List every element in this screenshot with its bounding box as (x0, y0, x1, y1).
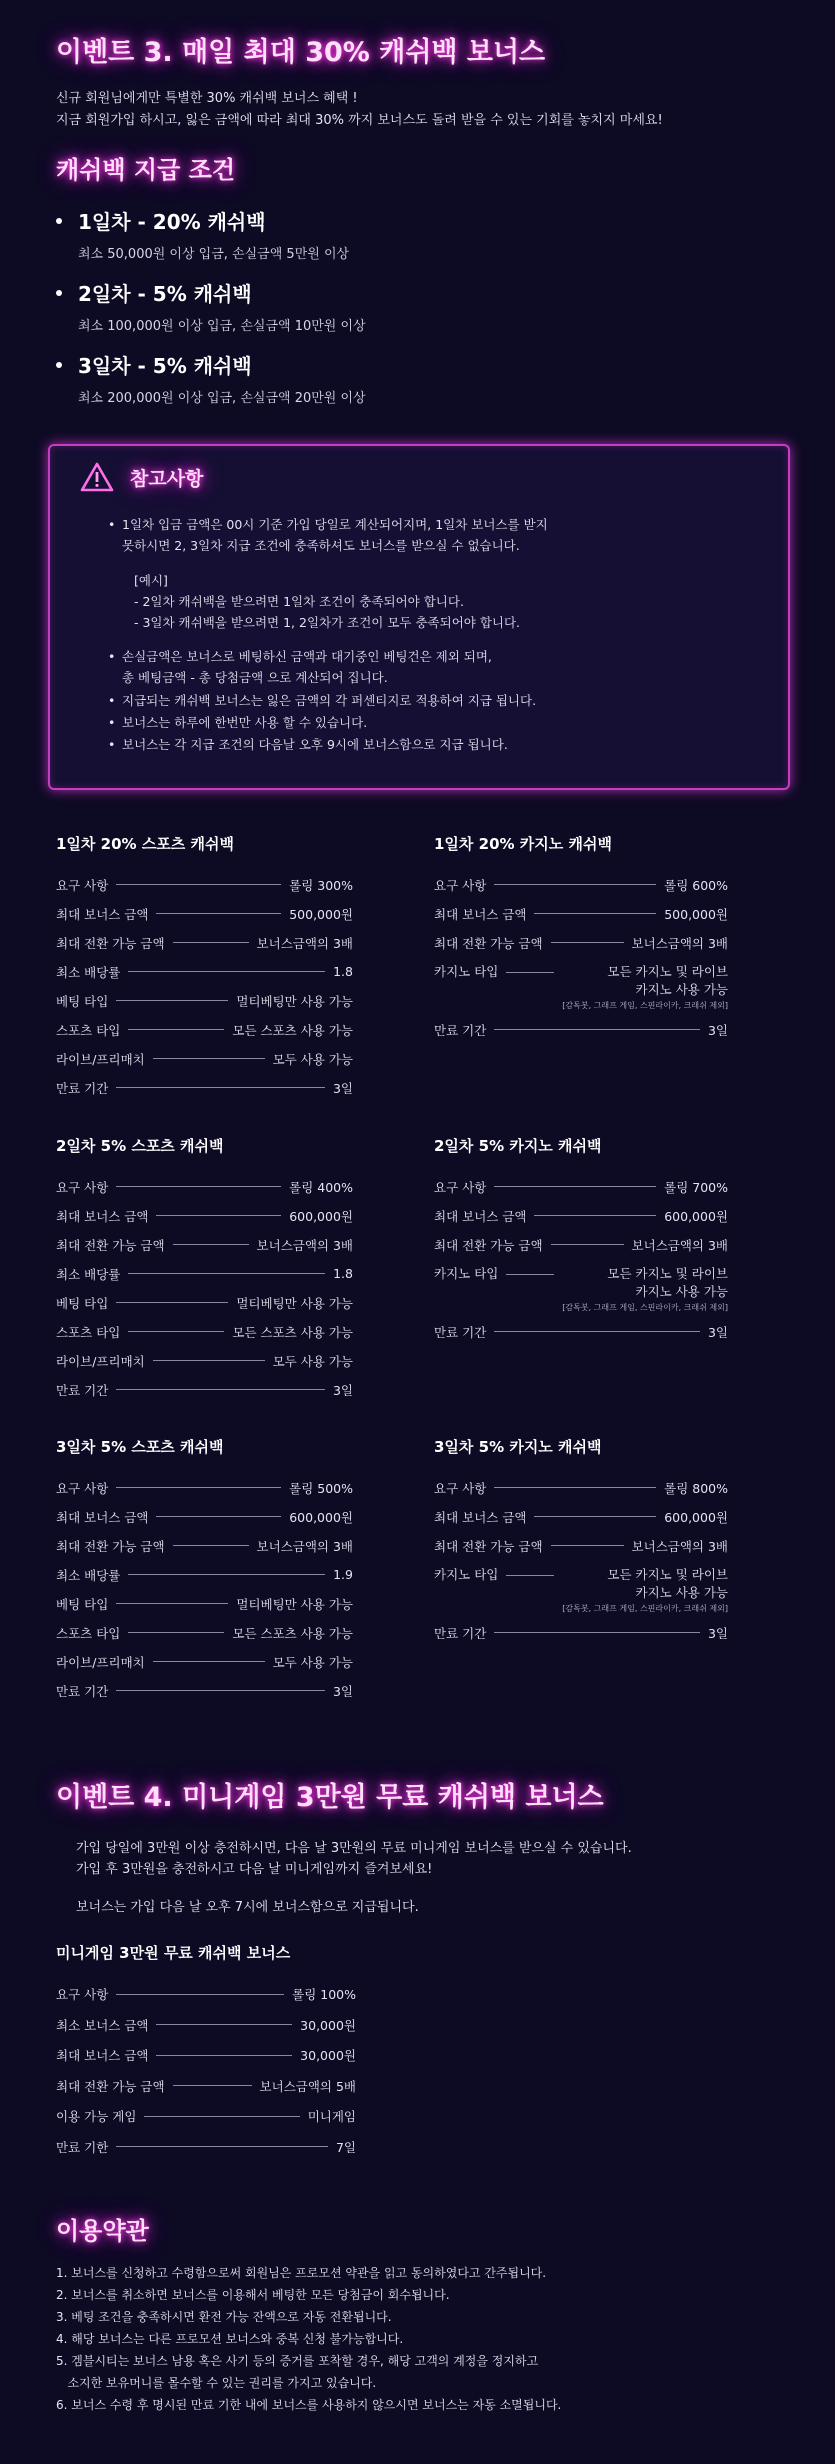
row-value: 멀티베팅만 사용 가능 (236, 1596, 353, 1612)
day-condition-3 (56, 350, 366, 406)
row-value: 롤링 300% (289, 877, 353, 893)
row-value: 보너스금액의 5배 (259, 2078, 356, 2094)
leader-line (494, 1487, 656, 1488)
leader-line (494, 1632, 700, 1633)
table-row (434, 1172, 728, 1201)
row-value: 미니게임 (307, 2109, 356, 2125)
table-row (56, 870, 353, 899)
leader-line (173, 2085, 252, 2086)
row-key: 만료 기한 (56, 2139, 109, 2155)
day-desc: 최소 50,000원 이상 입금, 손실금액 5만원 이상 (78, 247, 350, 262)
leader-line (534, 913, 656, 914)
exclusion-note: [감독봇, 그래프 게임, 스핀라이카, 크래쉬 제외] (562, 1604, 728, 1613)
leader-line (494, 1331, 700, 1332)
row-key: 최대 보너스 금액 (434, 1509, 527, 1525)
leader-line (116, 2146, 328, 2147)
leader-line (116, 1186, 281, 1187)
table-row (56, 1317, 353, 1346)
value-line: 모든 카지노 및 라이브 (607, 964, 728, 979)
row-key: 요구 사항 (56, 877, 109, 893)
table-title: 미니게임 3만원 무료 캐쉬백 보너스 (56, 1944, 291, 1962)
table-row (56, 2132, 356, 2163)
row-value: 30,000원 (300, 2048, 356, 2064)
row-value: 3일 (332, 1080, 353, 1096)
table-row (434, 1015, 728, 1044)
row-key: 최대 보너스 금액 (56, 2048, 149, 2064)
table-row (56, 1201, 353, 1230)
table-title: 2일차 5% 카지노 캐쉬백 (434, 1137, 602, 1155)
table-row (56, 1346, 353, 1375)
leader-line (128, 971, 325, 972)
notice-item: • 손실금액은 보너스로 베팅하신 금액과 대기중인 베팅건은 제외 되며, 총 베팅금액 - 총 당첨금액 으로 계산되어 집니다. (122, 646, 492, 688)
row-key: 베팅 타입 (56, 1295, 109, 1311)
leader-line (506, 1575, 554, 1576)
leader-line (128, 1632, 224, 1633)
notice-line: 1일차 입금 금액은 00시 기준 가입 당일로 계산되어지며, 1일차 보너스를 받지 (122, 517, 548, 532)
notice-item: • 지급되는 캐쉬백 보너스는 잃은 금액의 각 퍼센티지로 적용하여 지급 됩니다. (108, 693, 537, 708)
row-key: 스포츠 타입 (56, 1625, 121, 1641)
row-key: 최대 전환 가능 금액 (434, 1538, 543, 1554)
row-key: 최대 전환 가능 금액 (56, 1538, 165, 1554)
table-row (56, 928, 353, 957)
day-condition-2 (56, 278, 366, 334)
row-key: 만료 기간 (56, 1683, 109, 1699)
event4-text: 보너스는 가입 다음 날 오후 7시에 보너스함으로 지급됩니다. (76, 1900, 419, 1915)
leader-line (506, 972, 554, 973)
leader-line (494, 1186, 656, 1187)
leader-line (116, 1389, 325, 1390)
table-row (56, 1979, 356, 2010)
row-key: 요구 사항 (56, 1480, 109, 1496)
row-value: 600,000원 (289, 1208, 353, 1224)
value-line: 모든 카지노 및 라이브 (607, 1266, 728, 1281)
row-key: 요구 사항 (434, 1480, 487, 1496)
terms-item: 6. 보너스 수령 후 명시된 만료 기한 내에 보너스를 사용하지 않으시면 보너스는 자동 소멸됩니다. (56, 2398, 562, 2412)
leader-line (116, 1087, 325, 1088)
leader-line (156, 1516, 281, 1517)
day-desc: 최소 100,000원 이상 입금, 손실금액 10만원 이상 (78, 319, 366, 334)
table-row (434, 1560, 728, 1618)
row-value: 3일 (707, 1022, 728, 1038)
table-row (434, 1618, 728, 1647)
row-value: 3일 (707, 1625, 728, 1641)
leader-line (153, 1360, 265, 1361)
day-head: 1일차 - 20% 캐쉬백 (78, 210, 266, 234)
value-line: 카지노 사용 가능 (635, 982, 728, 997)
event3-title: 이벤트 3. 매일 최대 30% 캐쉬백 보너스 (56, 37, 546, 68)
row-value: 7일 (335, 2139, 356, 2155)
leader-line (494, 884, 656, 885)
leader-line (116, 1994, 284, 1995)
event4-title: 이벤트 4. 미니게임 3만원 무료 캐쉬백 보너스 (56, 1782, 604, 1813)
terms-list (56, 2262, 561, 2416)
leader-line (506, 1274, 554, 1275)
leader-line (116, 1603, 228, 1604)
leader-line (551, 1545, 624, 1546)
row-value: 1.8 (333, 964, 353, 979)
leader-line (116, 1000, 228, 1001)
terms-item: 1. 보너스를 신청하고 수령함으로써 회원님은 프로모션 약관을 읽고 동의하였다고 간주됩니다. (56, 2266, 547, 2280)
table-row (56, 1259, 353, 1288)
notice-item: • 보너스는 하루에 한번만 사용 할 수 있습니다. (108, 715, 368, 730)
row-key: 카지노 타입 (434, 964, 499, 979)
notice-line: 총 베팅금액 - 총 당첨금액 으로 계산되어 집니다. (122, 670, 388, 685)
leader-line (173, 942, 249, 943)
leader-line (116, 1690, 325, 1691)
row-value: 600,000원 (664, 1509, 728, 1525)
table-row (434, 1201, 728, 1230)
row-key: 최소 배당률 (56, 964, 121, 980)
event3-intro (56, 88, 663, 132)
row-key: 만료 기간 (434, 1625, 487, 1641)
row-value: 500,000원 (664, 906, 728, 922)
row-key: 최소 배당률 (56, 1567, 121, 1583)
notice-line: 못하시면 2, 3일차 지급 조건에 충족하셔도 보너스를 받으실 수 없습니다. (122, 538, 520, 553)
notice-item: • 보너스는 각 지급 조건의 다음날 오후 9시에 보너스함으로 지급 됩니다. (108, 737, 508, 752)
table-row (56, 1531, 353, 1560)
row-value: 500,000원 (289, 906, 353, 922)
leader-line (551, 1244, 624, 1245)
leader-line (128, 1273, 325, 1274)
sports-cashback-table (56, 1135, 353, 1404)
row-value: 보너스금액의 3배 (631, 1237, 728, 1253)
row-key: 이용 가능 게임 (56, 2109, 137, 2125)
row-key: 최대 보너스 금액 (434, 906, 527, 922)
sports-cashback-table (56, 1436, 353, 1705)
table-row (56, 1015, 353, 1044)
row-key: 베팅 타입 (56, 1596, 109, 1612)
exclusion-note: [감독봇, 그래프 게임, 스핀라이카, 크래쉬 제외] (562, 1001, 728, 1010)
row-key: 최대 보너스 금액 (56, 1509, 149, 1525)
row-key: 최대 전환 가능 금액 (434, 935, 543, 951)
notice-line: 지급되는 캐쉬백 보너스는 잃은 금액의 각 퍼센티지로 적용하여 지급 됩니다. (122, 693, 537, 708)
conditions-title: 캐쉬백 지급 조건 (56, 156, 235, 184)
table-row (434, 870, 728, 899)
row-value: 롤링 400% (289, 1179, 353, 1195)
table-row (56, 986, 353, 1015)
row-value: 보너스금액의 3배 (256, 1538, 353, 1554)
row-key: 베팅 타입 (56, 993, 109, 1009)
leader-line (551, 942, 624, 943)
table-row (56, 1230, 353, 1259)
row-key: 요구 사항 (434, 877, 487, 893)
table-title: 2일차 5% 스포츠 캐쉬백 (56, 1137, 224, 1155)
notice-title: 참고사항 (130, 467, 204, 490)
table-row (434, 1473, 728, 1502)
row-key: 요구 사항 (434, 1179, 487, 1195)
row-value: 모든 스포츠 사용 가능 (232, 1324, 353, 1340)
event4-text: 가입 후 3만원을 충전하시고 다음 날 미니게임까지 즐겨보세요! (76, 1862, 433, 1877)
row-value: 멀티베팅만 사용 가능 (236, 993, 353, 1009)
terms-title: 이용약관 (56, 2217, 149, 2245)
row-value: 멀티베팅만 사용 가능 (236, 1295, 353, 1311)
row-value: 보너스금액의 3배 (256, 1237, 353, 1253)
intro-line: 지금 회원가입 하시고, 잃은 금액에 따라 최대 30% 까지 보너스도 돌려 받을 수 있는 기회를 놓치지 마세요! (56, 113, 663, 128)
leader-line (534, 1215, 656, 1216)
table-row (434, 957, 728, 1015)
table-title: 3일차 5% 스포츠 캐쉬백 (56, 1438, 224, 1456)
row-value: 모두 사용 가능 (272, 1654, 353, 1670)
table-row (434, 1230, 728, 1259)
value-line: 카지노 사용 가능 (635, 1585, 728, 1600)
notice-box (48, 444, 790, 790)
table-row (56, 1618, 353, 1647)
row-key: 만료 기간 (434, 1324, 487, 1340)
row-value (562, 963, 728, 1013)
table-row (56, 2071, 356, 2102)
leader-line (153, 1058, 265, 1059)
day-head: 3일차 - 5% 캐쉬백 (78, 354, 252, 378)
day-desc: 최소 200,000원 이상 입금, 손실금액 20만원 이상 (78, 391, 366, 406)
leader-line (128, 1029, 224, 1030)
leader-line (116, 884, 281, 885)
event4-text: 가입 당일에 3만원 이상 충전하시면, 다음 날 3만원의 무료 미니게임 보너스를 받으실 수 있습니다. (76, 1841, 632, 1856)
intro-line: 신규 회원님에게만 특별한 30% 캐쉬백 보너스 혜택 ! (56, 91, 358, 106)
example-line: - 3일차 캐쉬백을 받으려면 1, 2일차가 조건이 모두 충족되어야 합니다. (134, 615, 521, 630)
row-value (562, 1566, 728, 1616)
table-row (434, 1502, 728, 1531)
row-value: 3일 (332, 1683, 353, 1699)
leader-line (494, 1029, 700, 1030)
leader-line (153, 1661, 265, 1662)
example-label: [예시] (134, 573, 168, 588)
row-key: 스포츠 타입 (56, 1022, 121, 1038)
table-title: 3일차 5% 카지노 캐쉬백 (434, 1438, 602, 1456)
row-key: 최대 보너스 금액 (434, 1208, 527, 1224)
row-key: 최대 전환 가능 금액 (56, 935, 165, 951)
row-value: 보너스금액의 3배 (631, 935, 728, 951)
table-row (56, 1676, 353, 1705)
row-key: 카지노 타입 (434, 1567, 499, 1582)
value-line: 카지노 사용 가능 (635, 1284, 728, 1299)
row-key: 라이브/프리매치 (56, 1353, 145, 1369)
row-key: 최소 보너스 금액 (56, 2017, 149, 2033)
row-value: 30,000원 (300, 2017, 356, 2033)
row-key: 최대 전환 가능 금액 (56, 2078, 165, 2094)
row-value: 모든 스포츠 사용 가능 (232, 1625, 353, 1641)
example-line: - 2일차 캐쉬백을 받으려면 1일차 조건이 충족되어야 합니다. (134, 594, 464, 609)
row-value: 롤링 800% (664, 1480, 728, 1496)
table-row (56, 2101, 356, 2132)
row-value: 롤링 500% (289, 1480, 353, 1496)
table-row (56, 1288, 353, 1317)
terms-item: 5. 겜블시티는 보너스 남용 혹은 사기 등의 증거를 포착할 경우, 해당 고객의 계정을 정지하고 (56, 2354, 539, 2368)
row-key: 만료 기간 (434, 1022, 487, 1038)
row-key: 최대 보너스 금액 (56, 906, 149, 922)
terms-item: 4. 해당 보너스는 다른 프로모션 보너스와 중복 신청 불가능합니다. (56, 2332, 404, 2346)
casino-cashback-table (434, 1135, 728, 1346)
table-row (434, 1531, 728, 1560)
terms-item: 2. 보너스를 취소하면 보너스를 이용해서 베팅한 모든 당첨금이 회수됩니다. (56, 2288, 450, 2302)
leader-line (128, 1574, 325, 1575)
table-row (56, 1589, 353, 1618)
leader-line (156, 1215, 281, 1216)
leader-line (128, 1331, 224, 1332)
table-row (434, 928, 728, 957)
row-value (562, 1265, 728, 1315)
row-key: 카지노 타입 (434, 1266, 499, 1281)
leader-line (116, 1487, 281, 1488)
row-value: 롤링 700% (664, 1179, 728, 1195)
row-value: 보너스금액의 3배 (256, 935, 353, 951)
notice-line: 보너스는 하루에 한번만 사용 할 수 있습니다. (122, 715, 368, 730)
table-row (56, 1560, 353, 1589)
table-row (56, 1473, 353, 1502)
row-value: 모두 사용 가능 (272, 1051, 353, 1067)
row-key: 라이브/프리매치 (56, 1051, 145, 1067)
leader-line (116, 1302, 228, 1303)
table-row (56, 1502, 353, 1531)
row-value: 모두 사용 가능 (272, 1353, 353, 1369)
row-key: 요구 사항 (56, 1179, 109, 1195)
leader-line (156, 913, 281, 914)
row-key: 최소 배당률 (56, 1266, 121, 1282)
leader-line (156, 2024, 292, 2025)
row-value: 롤링 100% (292, 1987, 356, 2003)
row-value: 600,000원 (289, 1509, 353, 1525)
bullet-icon (56, 362, 62, 368)
leader-line (144, 2116, 299, 2117)
row-value: 3일 (332, 1382, 353, 1398)
notice-line: 손실금액은 보너스로 베팅하신 금액과 대기중인 베팅건은 제외 되며, (122, 649, 492, 664)
row-value: 보너스금액의 3배 (631, 1538, 728, 1554)
value-line: 모든 카지노 및 라이브 (607, 1567, 728, 1582)
warning-icon (80, 462, 114, 492)
table-row (434, 899, 728, 928)
row-key: 만료 기간 (56, 1382, 109, 1398)
row-key: 최대 전환 가능 금액 (56, 1237, 165, 1253)
terms-item: 소지한 보유머니를 몰수할 수 있는 권리를 가지고 있습니다. (56, 2376, 377, 2390)
leader-line (173, 1244, 249, 1245)
notice-item: • 1일차 입금 금액은 00시 기준 가입 당일로 계산되어지며, 1일차 보너스를 받지 못하시면 2, 3일차 지급 조건에 충족하셔도 보너스를 받으실 수 없습니다. (122, 514, 548, 556)
terms-item: 3. 베팅 조건을 충족하시면 환전 가능 잔액으로 자동 전환됩니다. (56, 2310, 392, 2324)
minigame-bonus-table (56, 1942, 356, 2162)
leader-line (534, 1516, 656, 1517)
row-value: 모든 스포츠 사용 가능 (232, 1022, 353, 1038)
row-value: 1.8 (333, 1266, 353, 1281)
casino-cashback-table (434, 1436, 728, 1647)
table-row (56, 1375, 353, 1404)
casino-cashback-table (434, 833, 728, 1044)
row-key: 요구 사항 (56, 1987, 109, 2003)
table-row (56, 1073, 353, 1102)
row-value: 600,000원 (664, 1208, 728, 1224)
bullet-icon (56, 218, 62, 224)
day-condition-1 (56, 206, 349, 262)
table-title: 1일차 20% 스포츠 캐쉬백 (56, 835, 234, 853)
table-row (56, 1172, 353, 1201)
exclusion-note: [감독봇, 그래프 게임, 스핀라이카, 크래쉬 제외] (562, 1303, 728, 1312)
table-row (56, 957, 353, 986)
table-title: 1일차 20% 카지노 캐쉬백 (434, 835, 612, 853)
row-key: 만료 기간 (56, 1080, 109, 1096)
row-value: 롤링 600% (664, 877, 728, 893)
sports-cashback-table (56, 833, 353, 1102)
notice-line: 보너스는 각 지급 조건의 다음날 오후 9시에 보너스함으로 지급 됩니다. (122, 737, 508, 752)
row-key: 최대 전환 가능 금액 (434, 1237, 543, 1253)
row-value: 3일 (707, 1324, 728, 1340)
row-value: 1.9 (333, 1567, 353, 1582)
table-row (56, 1044, 353, 1073)
leader-line (173, 1545, 249, 1546)
table-row (56, 1647, 353, 1676)
row-key: 라이브/프리매치 (56, 1654, 145, 1670)
table-row (56, 2010, 356, 2041)
row-key: 스포츠 타입 (56, 1324, 121, 1340)
leader-line (156, 2055, 292, 2056)
day-head: 2일차 - 5% 캐쉬백 (78, 282, 252, 306)
table-row (434, 1259, 728, 1317)
table-row (434, 1317, 728, 1346)
row-key: 최대 보너스 금액 (56, 1208, 149, 1224)
table-row (56, 2040, 356, 2071)
bullet-icon (56, 290, 62, 296)
table-row (56, 899, 353, 928)
